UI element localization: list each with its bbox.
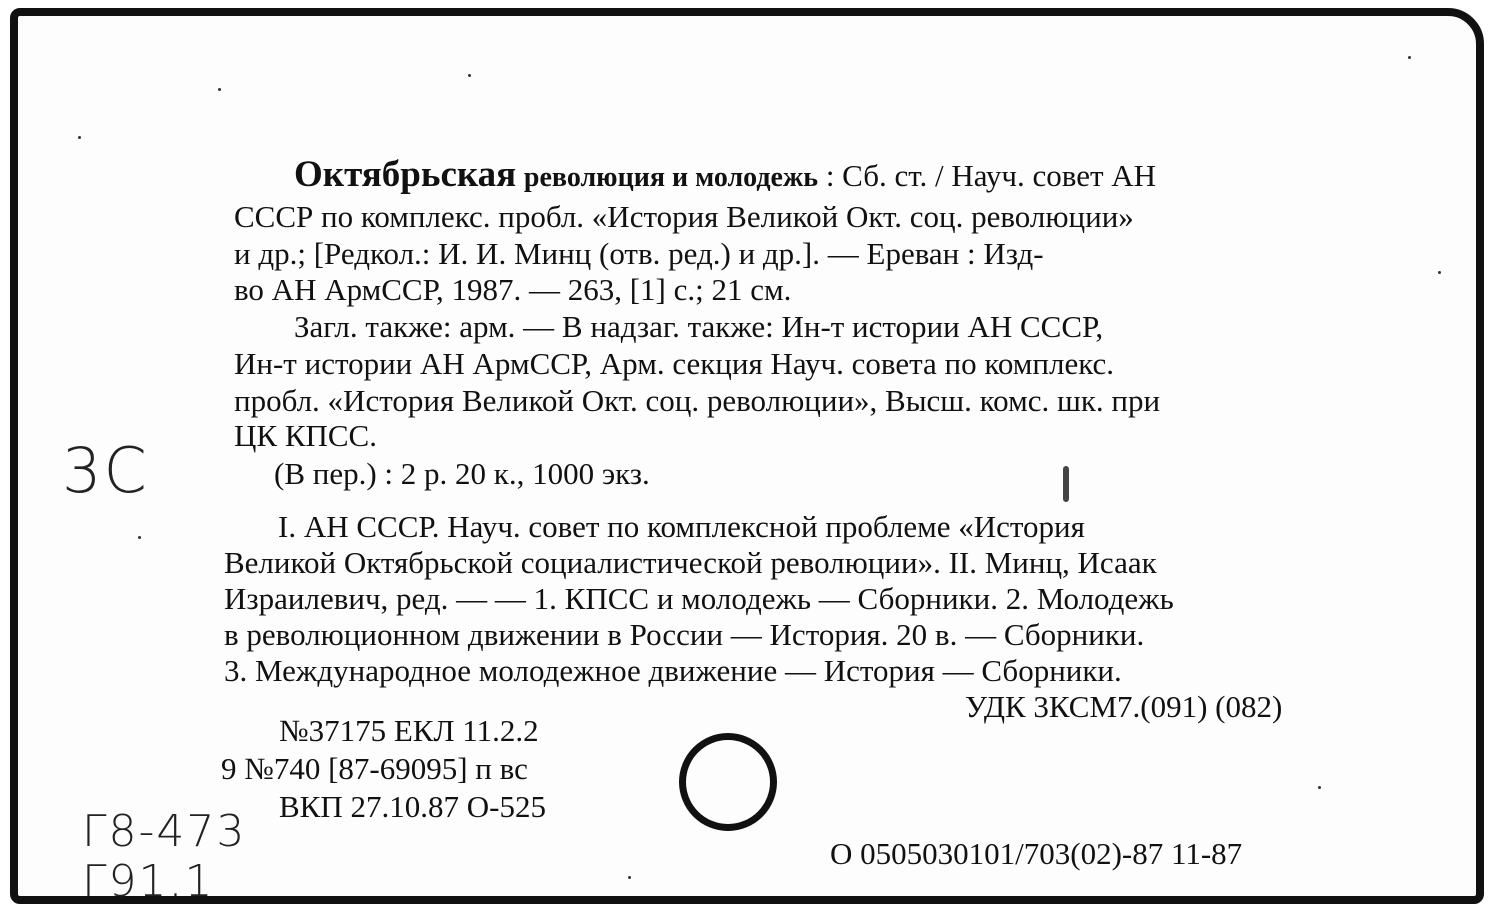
- handwritten-shelf-mark: Г8-473: [82, 806, 247, 857]
- body-line: СССР по комплекс. пробл. «История Великой Окт. соц. революции»: [234, 199, 1134, 234]
- speck: [1438, 271, 1441, 274]
- speck: [218, 88, 221, 91]
- handwritten-shelf-mark: Г91.1: [82, 856, 215, 907]
- body-line: в революционном движении в России — История. 20 в. — Сборники.: [224, 617, 1145, 652]
- title-tail: : Сб. ст. / Науч. совет АН: [818, 158, 1157, 193]
- body-line: Великой Октябрьской социалистической революции». II. Минц, Исаак: [224, 545, 1157, 580]
- body-line: Израилевич, ред. — — 1. КПСС и молодежь — Сборники. 2. Молодежь: [224, 581, 1174, 616]
- speck: [468, 74, 471, 77]
- body-line: 3. Международное молодежное движение — История — Сборники.: [224, 653, 1122, 688]
- speck: [1318, 786, 1321, 789]
- udk-code: УДК 3КСМ7.(091) (082): [965, 689, 1283, 724]
- print-info-line: №37175 ЕКЛ 11.2.2: [279, 713, 539, 748]
- print-info-line: ВКП 27.10.87 О-525: [279, 789, 546, 824]
- stamp-circle: [679, 733, 777, 831]
- print-info-line: 9 №740 [87-69095] п вс: [221, 751, 528, 786]
- handwritten-mark: 3С: [62, 434, 149, 507]
- ink-blot: [1063, 466, 1069, 502]
- heading-word: Октябрьская: [294, 154, 517, 195]
- catalog-code: О 0505030101/703(02)-87 11-87: [830, 836, 1243, 871]
- price-line: (В пер.) : 2 р. 20 к., 1000 экз.: [274, 456, 650, 491]
- speck: [78, 136, 81, 139]
- title-line: [294, 154, 1157, 195]
- speck: [1408, 56, 1411, 59]
- body-line: и др.; [Редкол.: И. И. Минц (отв. ред.) и др.]. — Ереван : Изд-: [234, 236, 1044, 271]
- speck: [628, 876, 631, 879]
- body-line: Загл. также: арм. — В надзаг. также: Ин-т истории АН СССР,: [294, 309, 1104, 344]
- title-rest: революция и молодежь: [523, 162, 819, 193]
- catalog-card: [10, 8, 1484, 907]
- body-line: во АН АрмССР, 1987. — 263, [1] с.; 21 см.: [234, 272, 792, 307]
- body-line: пробл. «История Великой Окт. соц. революции», Высш. комс. шк. при: [234, 383, 1161, 418]
- body-line: I. АН СССР. Науч. совет по комплексной проблеме «История: [278, 509, 1085, 544]
- body-line: Ин-т истории АН АрмССР, Арм. секция Науч. совета по комплекс.: [234, 346, 1115, 381]
- body-line: ЦК КПСС.: [234, 418, 377, 453]
- speck: [138, 536, 141, 539]
